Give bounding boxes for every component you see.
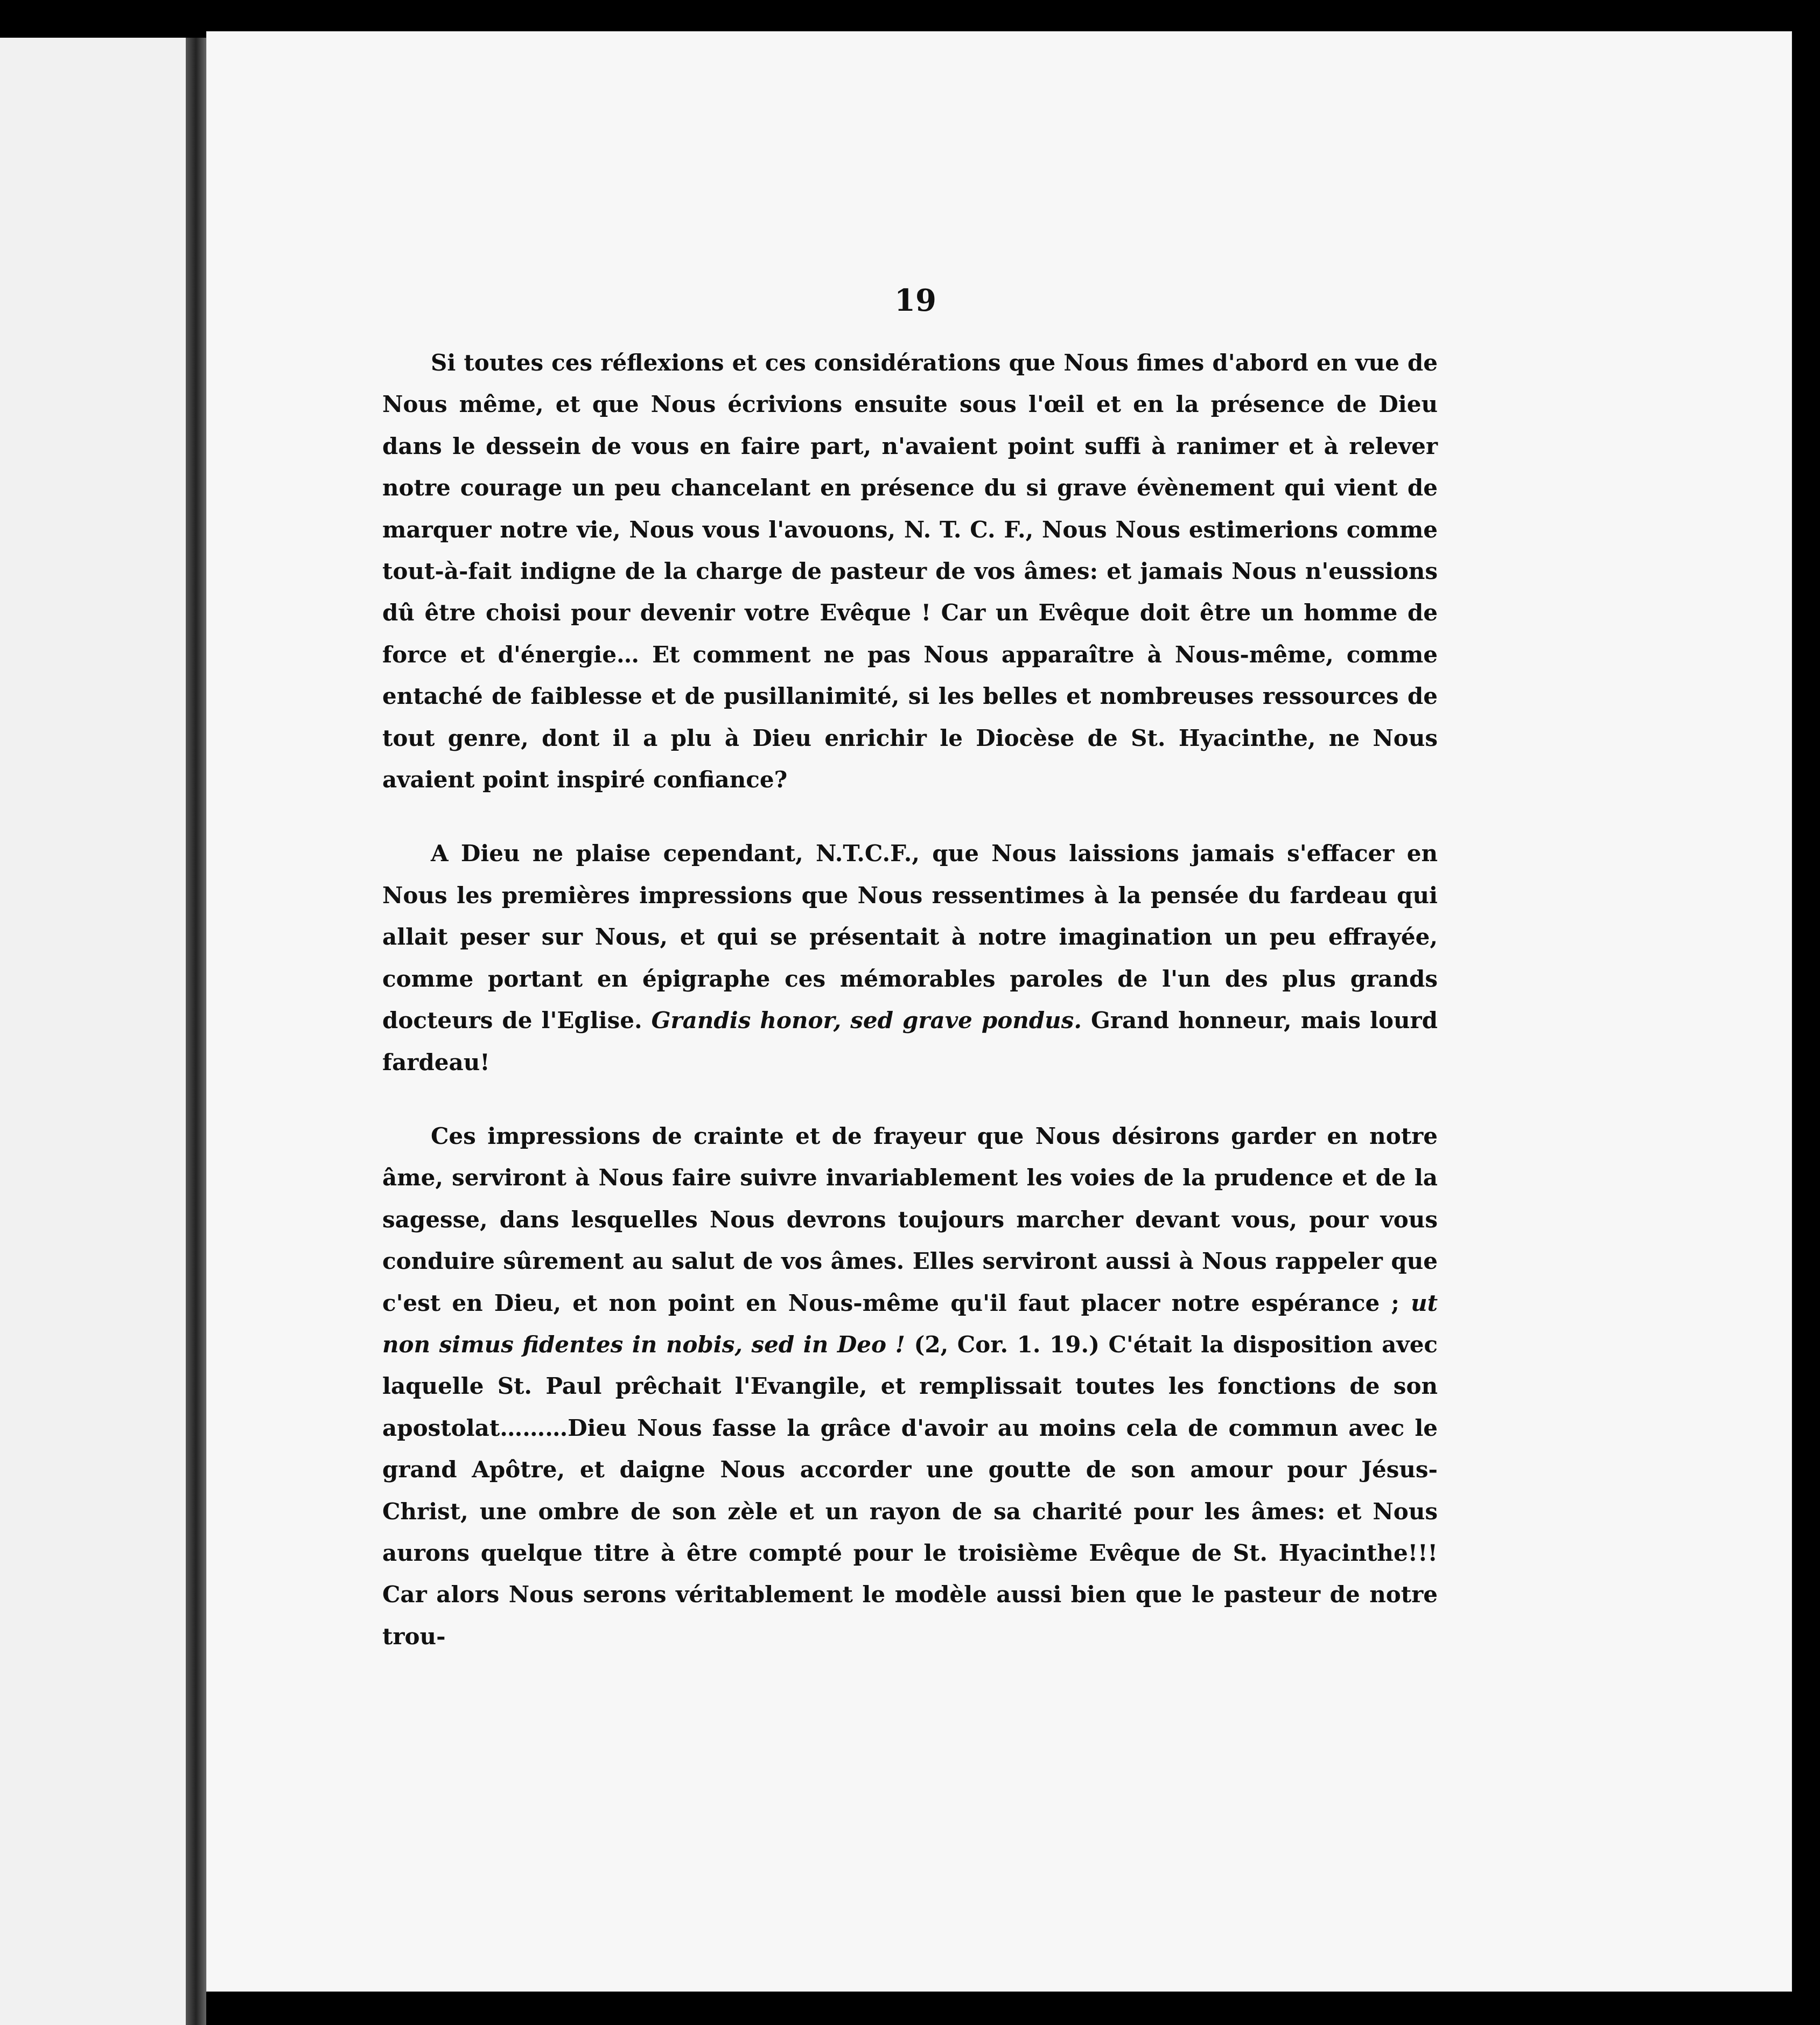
paragraph-3-text-after: (2, Cor. 1. 19.) C'était la disposition avec laquelle St. Paul prêchait l'Evangile, et remplissait toutes les fonctions de son apostolat………Dieu Nous fasse la grâce d'avoir au moins cela de commun avec le grand Apôtre, et daigne Nous accorder une goutte de son amour pour Jésus-Christ, une ombre de son zèle et un rayon de sa charité pour les âmes: et Nous aurons quelque titre à être compté pour le troisième Evêque de St. Hyacinthe!!! Car alors Nous serons véritablement le modèle aussi bien que le pasteur de notre trou- — [382, 1331, 1438, 1650]
paragraph-3-text-before: Ces impressions de crainte et de frayeur que Nous désirons garder en notre âme, serviront à Nous faire suivre invariablement les voies de la prudence et de la sagesse, dans lesquelles Nous devrons toujours marcher devant vous, pour vous conduire sûrement au salut de vos âmes. Elles serviront aussi à Nous rappeler que c'est en Dieu, et non point en Nous-même qu'il faut placer notre espérance ; — [382, 1122, 1438, 1316]
previous-page-edge — [0, 38, 191, 2025]
page-number: 19 — [894, 283, 936, 318]
paragraph-3 — [382, 1115, 1438, 1657]
paragraph-1 — [382, 342, 1438, 800]
paragraph-1-text: Si toutes ces réflexions et ces considérations que Nous fimes d'abord en vue de Nous même, et que Nous écrivions ensuite sous l'œil et en la présence de Dieu dans le dessein de vous en faire part, n'avaient point suffi à ranimer et à relever notre courage un peu chancelant en présence du si grave évènement qui vient de marquer notre vie, Nous vous l'avouons, N. T. C. F., Nous Nous estimerions comme tout-à-fait indigne de la charge de pasteur de vos âmes: et jamais Nous n'eussions dû être choisi pour devenir votre Evêque ! Car un Evêque doit être un homme de force et d'énergie… Et comment ne pas Nous apparaître à Nous-même, comme entaché de faiblesse et de pusillanimité, si les belles et nombreuses ressources de tout genre, dont il a plu à Dieu enrichir le Diocèse de St. Hyacinthe, ne Nous avaient point inspiré confiance? — [382, 350, 1438, 793]
book-gutter — [186, 38, 206, 2025]
paragraph-2-text-before: A Dieu ne plaise cependant, N.T.C.F., que Nous laissions jamais s'effacer en Nous les premières impressions que Nous ressentimes à la pensée du fardeau qui allait peser sur Nous, et qui se présentait à notre imagination un peu effrayée, comme portant en épigraphe ces mémorables paroles de l'un des plus grands docteurs de l'Eglise. — [382, 840, 1438, 1034]
body-text — [382, 342, 1438, 1657]
paragraph-2 — [382, 833, 1438, 1083]
latin-scripture: ut non simus fidentes in nobis, sed in Deo ! — [382, 1289, 1438, 1358]
paragraph-2-text-after: Grand honneur, mais lourd fardeau! — [382, 1007, 1438, 1076]
latin-quote: Grandis honor, sed grave pondus. — [651, 1007, 1082, 1034]
